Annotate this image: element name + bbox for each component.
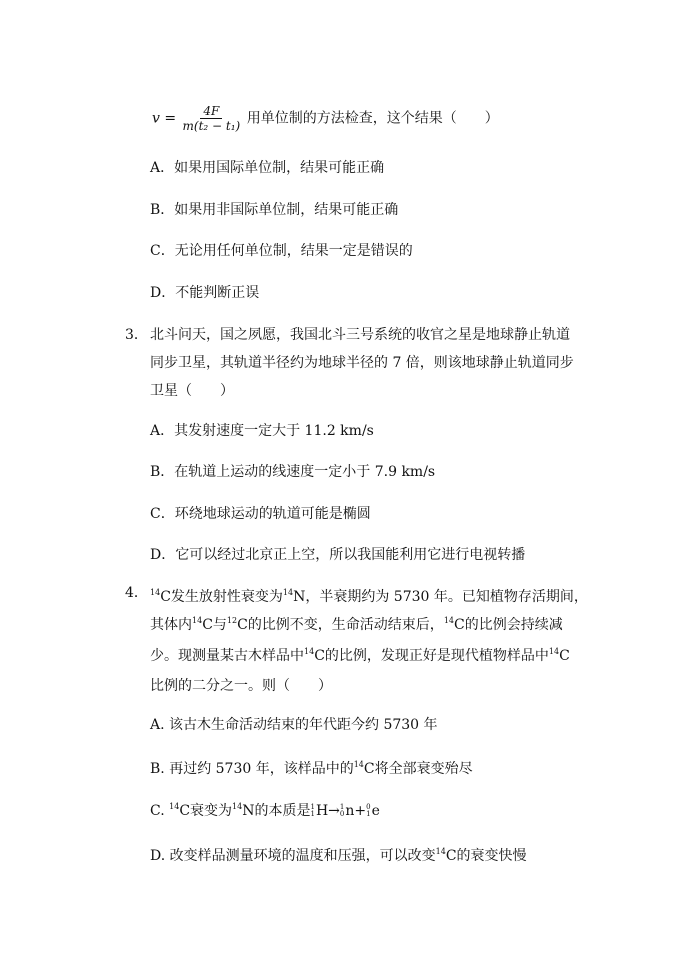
carbon-symbol: C: [237, 617, 248, 633]
q4-option-b: [150, 755, 473, 779]
text: 的本质是: [254, 803, 311, 819]
formula-fraction: [183, 104, 241, 133]
q2-stem-tail: 用单位制的方法检查，这个结果（ ）: [246, 110, 499, 127]
text: 其体内: [150, 617, 192, 633]
text: 的比例会持续减: [464, 617, 563, 633]
q2-option-b: B．如果用非国际单位制，结果可能正确: [150, 202, 399, 218]
mass-number: 14: [443, 616, 454, 625]
mass-number: 14: [150, 588, 161, 597]
carbon-symbol: C: [559, 648, 570, 664]
carbon-symbol: C: [160, 589, 171, 605]
neutron-symbol: n: [345, 803, 355, 819]
q4-option-a: A. 该古木生命活动结束的年代距今约 5730 年: [150, 717, 438, 733]
positron-symbol: e: [371, 803, 380, 819]
mass-number: 14: [353, 760, 364, 769]
mass-index: 1: [310, 803, 315, 811]
charge-index: 1: [366, 810, 371, 818]
text: B. 再过约 5730 年，该样品中的: [150, 761, 354, 777]
nuclide-indices: [310, 804, 314, 818]
q2-option-a: A．如果用国际单位制，结果可能正确: [150, 160, 385, 176]
option-letter: C.: [150, 803, 165, 819]
q3-stem-line-1: 北斗问天，国之夙愿，我国北斗三号系统的收官之星是地球静止轨道: [150, 327, 570, 343]
mass-number: 14: [169, 802, 180, 811]
arrow-icon: →: [328, 803, 340, 819]
text: 将全部衰变殆尽: [374, 761, 473, 777]
carbon-symbol: C: [314, 648, 325, 664]
carbon-symbol: C: [454, 617, 465, 633]
q2-formula-line: [152, 104, 499, 133]
nitrogen-symbol: N: [293, 589, 306, 605]
charge-index: 0: [339, 810, 345, 818]
nuclide-indices: [340, 804, 344, 818]
q3-stem-line-3: 卫星（ ）: [150, 383, 234, 399]
q4-number: 4．: [125, 585, 148, 601]
hydrogen-symbol: H: [315, 803, 329, 819]
mass-index: 0: [366, 803, 371, 811]
mass-number: 14: [282, 588, 294, 597]
mass-number: 14: [192, 616, 203, 625]
text: 少。现测量某古木样品中: [150, 648, 304, 664]
q4-stem-line-4: 比例的二分之一。则（ ）: [150, 678, 332, 694]
text: 衰变为: [190, 803, 233, 819]
q4-option-c: [150, 797, 380, 821]
formula-numerator: 4F: [200, 104, 222, 119]
q3-option-b: B．在轨道上运动的线速度一定小于 7.9 km/s: [150, 464, 436, 480]
q3-option-a: A．其发射速度一定大于 11.2 km/s: [150, 423, 374, 439]
text: 的比例不变，生命活动结束后，: [247, 617, 444, 633]
formula-lhs: v =: [152, 110, 177, 127]
q3-option-d: D．它可以经过北京正上空，所以我国能利用它进行电视转播: [150, 547, 526, 563]
charge-index: 1: [310, 810, 315, 818]
text: 的比例，发现正好是现代植物样品中: [324, 648, 549, 664]
carbon-symbol: C: [363, 761, 375, 777]
mass-number: 14: [435, 847, 446, 856]
carbon-symbol: C: [445, 848, 457, 864]
mass-number: 12: [226, 616, 238, 625]
text: D. 改变样品测量环境的温度和压强，可以改变: [150, 848, 436, 864]
q4-stem-line-2: [150, 611, 563, 635]
carbon-symbol: C: [202, 617, 213, 633]
q2-option-d: D．不能判断正误: [150, 285, 260, 301]
text: ，半衰期约为 5730 年。已知植物存活期间，: [305, 589, 588, 605]
mass-number: 14: [304, 647, 315, 656]
carbon-symbol: C: [179, 803, 191, 819]
q4-option-d: [150, 842, 527, 866]
q4-stem-line-1: [150, 583, 588, 607]
q3-option-c: C．环绕地球运动的轨道可能是椭圆: [150, 506, 371, 522]
nuclide-indices: [366, 804, 370, 818]
plus-sign: +: [354, 803, 367, 819]
q4-stem-line-3: [150, 642, 570, 666]
text: 与: [212, 617, 227, 633]
q3-number: 3．: [125, 327, 148, 343]
mass-index: 1: [339, 803, 345, 811]
q3-stem-line-2: 同步卫星，其轨道半径约为地球半径的 7 倍，则该地球静止轨道同步: [150, 355, 574, 371]
mass-number: 14: [548, 647, 560, 656]
formula-denominator: m(t₂ − t₁): [182, 119, 241, 133]
text: 的衰变快慢: [456, 848, 527, 864]
nitrogen-symbol: N: [242, 803, 255, 819]
q2-option-c: C．无论用任何单位制，结果一定是错误的: [150, 243, 413, 259]
text: 发生放射性衰变为: [170, 589, 283, 605]
mass-number: 14: [232, 802, 243, 811]
